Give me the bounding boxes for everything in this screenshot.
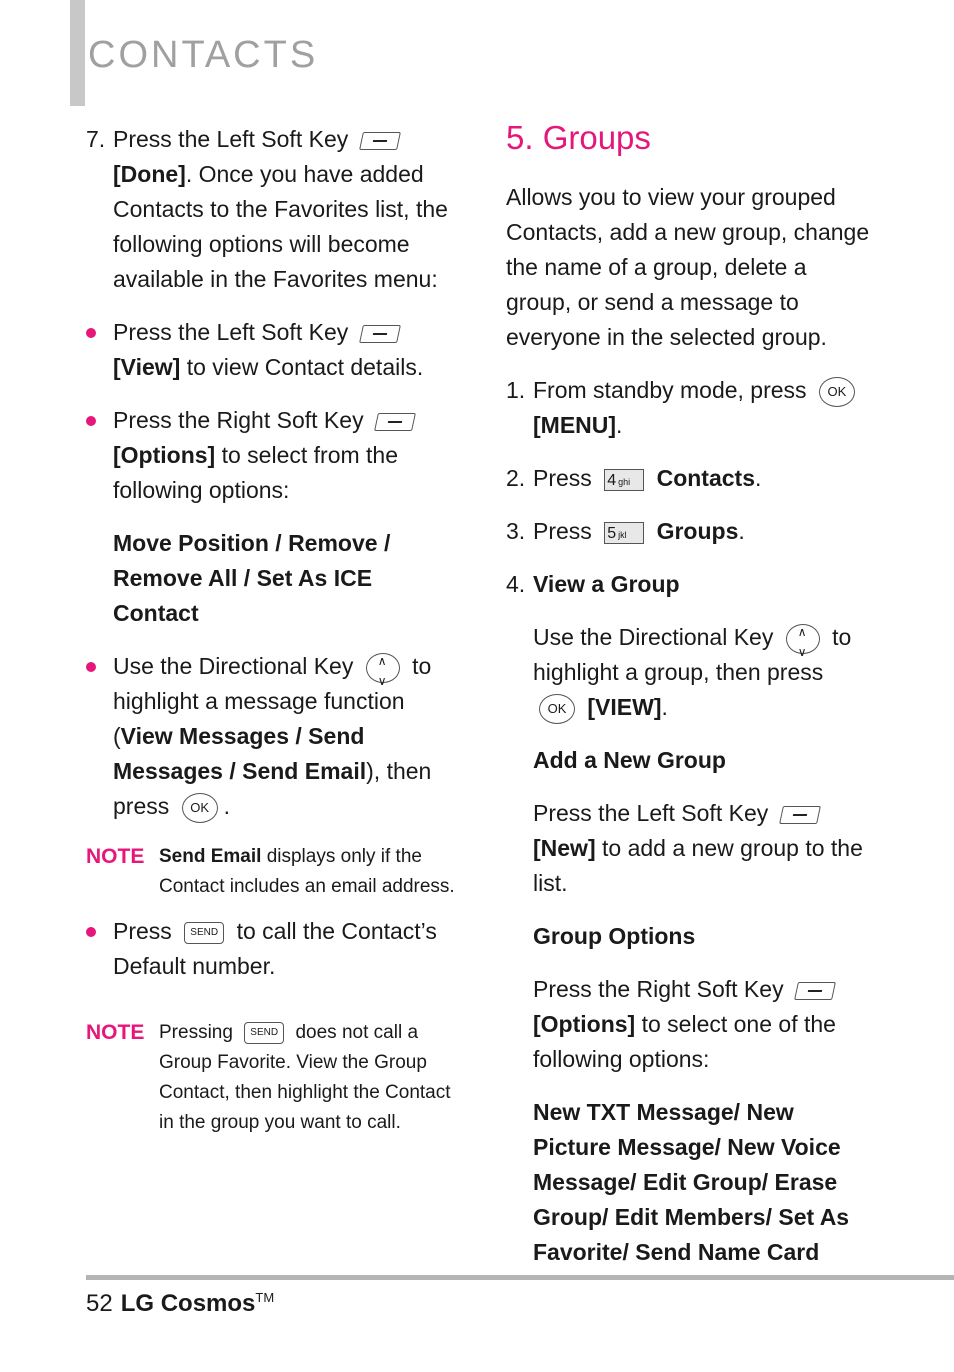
bullet-text-cont: to call the Contact’s Default number. [113, 918, 437, 979]
note-pressing-send [86, 1018, 456, 1138]
group-options-heading: Group Options [533, 923, 696, 949]
step-number: 7. [86, 126, 106, 152]
bullet-send [86, 914, 456, 984]
step-period: . [616, 412, 623, 438]
bullet-dot [86, 416, 96, 426]
left-column [86, 122, 456, 1150]
page-footer [86, 1290, 274, 1318]
note-bold: Send Email [159, 846, 262, 867]
options-label: [Options] [533, 1011, 636, 1037]
ok-key-icon: OK [819, 377, 855, 407]
step-number: 3. [506, 518, 526, 544]
view-group-text [506, 620, 876, 725]
contacts-label: Contacts [656, 465, 755, 491]
footer-rule [86, 1275, 954, 1280]
sub-text: Use the Directional Key [533, 624, 774, 650]
trademark: TM [255, 1290, 275, 1305]
bullet-text-cont: to view Contact details. [180, 354, 424, 380]
left-soft-key-icon [359, 132, 401, 150]
bullet-text-then: ), then press [113, 758, 432, 819]
right-soft-key-icon [374, 413, 416, 431]
sub-text-cont: to add a new group to the list. [533, 835, 863, 896]
step-text-cont: . Once you have added Contacts to the Favorites list, the following options will become available in the Favorites menu: [113, 161, 448, 292]
view-group-label: View a Group [533, 571, 680, 597]
bullet-text: Press the Left Soft Key [113, 319, 349, 345]
step-text: Press [533, 518, 592, 544]
sub-text-cont: to highlight a group, then press [533, 624, 852, 685]
ok-key-icon: OK [539, 694, 575, 724]
groups-step-1 [506, 373, 876, 443]
key-digit: 4 [607, 471, 617, 489]
right-column [506, 118, 876, 1270]
note-label: NOTE [86, 1021, 145, 1044]
groups-label: Groups [656, 518, 739, 544]
bullet-period: . [223, 793, 231, 819]
view-label: [View] [113, 354, 181, 380]
groups-intro: Allows you to view your grouped Contacts, add a new group, change the name of a group, delete a group, or send a message to everyone in the selected group. [506, 184, 870, 350]
bullet-options [86, 403, 456, 508]
send-key-icon: SEND [244, 1022, 284, 1044]
key-letters: ghi [618, 476, 631, 487]
new-label: [New] [533, 835, 596, 861]
bullet-text-cont: to select from the following options: [113, 442, 399, 503]
done-label: [Done] [113, 161, 186, 187]
section-title: CONTACTS [88, 34, 319, 76]
step-text: From standby mode, press [533, 377, 807, 403]
bullet-dot [86, 927, 96, 937]
sub-period: . [661, 694, 668, 720]
bullet-view [86, 315, 456, 385]
sub-text: Press the Left Soft Key [533, 800, 769, 826]
favorites-options-list: Move Position / Remove / Remove All / Set As ICE Contact [113, 530, 391, 626]
right-soft-key-icon [794, 982, 836, 1000]
ok-key-icon: OK [182, 793, 218, 823]
groups-heading: 5. Groups [506, 119, 651, 156]
bullet-directional [86, 649, 456, 824]
bullet-text: Use the Directional Key [113, 653, 354, 679]
note-send-email [86, 842, 456, 902]
note-text: Pressing [159, 1022, 233, 1043]
header-side-bar [70, 0, 85, 106]
page-number: 52 [86, 1290, 113, 1317]
sub-text-cont: to select one of the following options: [533, 1011, 836, 1072]
add-new-group-heading: Add a New Group [533, 747, 726, 773]
group-options-text [506, 972, 876, 1077]
bullet-dot [86, 662, 96, 672]
step-period: . [738, 518, 745, 544]
step-text: Press [533, 465, 592, 491]
step-text: Press the Left Soft Key [113, 126, 349, 152]
bullet-text: Press [113, 918, 172, 944]
send-key-icon: SEND [184, 922, 224, 944]
group-options-list: New TXT Message/ New Picture Message/ New Voice Message/ Edit Group/ Erase Group/ Edit Members/ Set As Favorite/ Send Name Card [533, 1099, 850, 1265]
add-new-group-text [506, 796, 876, 901]
groups-step-3 [506, 514, 876, 549]
step-number: 1. [506, 377, 526, 403]
left-soft-key-icon [359, 325, 401, 343]
bullet-text-cont: to highlight a message function ( [113, 653, 432, 749]
step-7 [86, 122, 456, 297]
key-5-icon [604, 522, 644, 544]
options-label: [Options] [113, 442, 216, 468]
product-name: LG Cosmos [120, 1290, 256, 1317]
directional-key-icon [366, 653, 400, 683]
step-number: 4. [506, 571, 526, 597]
sub-text: Press the Right Soft Key [533, 976, 784, 1002]
note-text: displays only if the Contact includes an email address. [159, 846, 455, 897]
bullet-text: Press the Right Soft Key [113, 407, 364, 433]
view-label: [VIEW] [587, 694, 662, 720]
key-digit: 5 [607, 524, 617, 542]
directional-key-icon [786, 624, 820, 654]
key-letters: jkl [618, 529, 627, 540]
note-text-cont: does not call a Group Favorite. View the Group Contact, then highlight the Contact in the group you want to call. [159, 1022, 451, 1133]
groups-step-4 [506, 567, 876, 602]
left-soft-key-icon [779, 806, 821, 824]
menu-label: [MENU] [533, 412, 617, 438]
key-4-icon [604, 469, 644, 491]
step-period: . [754, 465, 762, 491]
step-number: 2. [506, 465, 526, 491]
bullet-dot [86, 328, 96, 338]
message-functions: View Messages / Send Messages / Send Email [113, 723, 367, 784]
note-label: NOTE [86, 845, 145, 868]
groups-step-2 [506, 461, 876, 496]
